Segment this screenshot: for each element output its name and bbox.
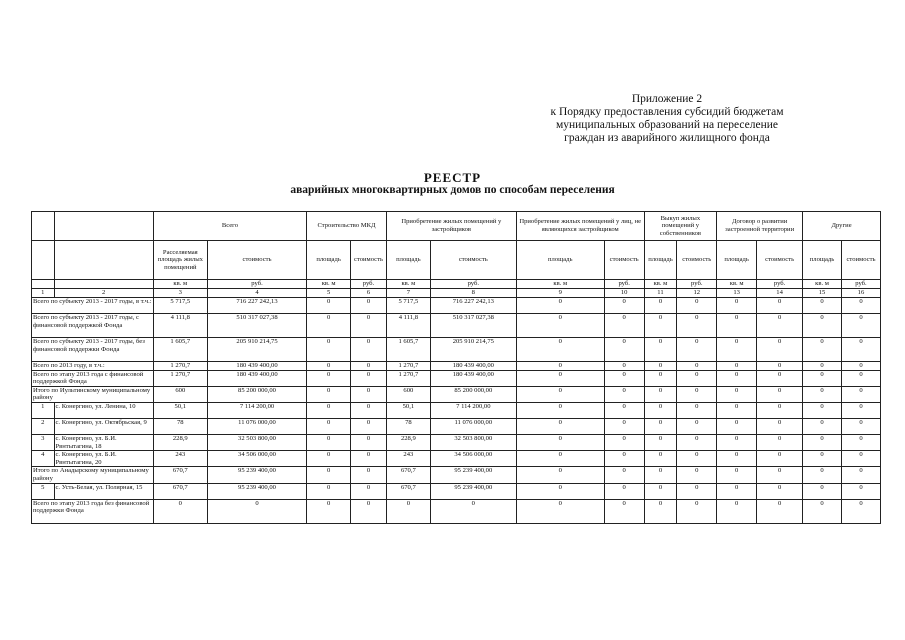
table-cell: 0 [516,314,604,338]
table-cell: 0 [841,386,880,402]
column-number: 13 [717,289,757,298]
table-cell: 1 270,7 [386,370,430,386]
table-cell: 0 [803,402,842,418]
table-cell: 0 [717,434,757,450]
header-area: площадь [516,241,604,280]
table-cell: 0 [644,362,677,371]
header-group-contract: Договор о развитии застроенной территории [717,212,803,241]
table-cell: 228,9 [153,434,207,450]
table-cell: 5 717,5 [153,298,207,314]
table-row [32,451,881,467]
table-cell: 0 [841,499,880,523]
table-cell: 510 317 027,38 [430,314,516,338]
table-cell: 0 [841,402,880,418]
table-cell: 85 200 000,00 [207,386,306,402]
row-number: 4 [32,451,55,467]
appendix-line: граждан из аварийного жилищного фонда [564,132,770,144]
column-number: 10 [604,289,644,298]
unit-sqm: кв. м [516,280,604,289]
row-address: с. Конергино, ул. Октябрьская, 9 [54,418,153,434]
table-cell: 95 239 400,00 [430,483,516,499]
table-cell: 0 [644,314,677,338]
column-number: 6 [351,289,387,298]
table-cell: 32 503 800,00 [430,434,516,450]
table-cell: 0 [604,314,644,338]
unit-rub: руб. [604,280,644,289]
table-cell: 0 [516,451,604,467]
column-number: 3 [153,289,207,298]
header-group-total: Всего [153,212,306,241]
header-group-non-developers: Приобретение жилых помещений у лиц, не являющихся застройщиком [516,212,644,241]
table-cell: 5 717,5 [386,298,430,314]
table-cell: 4 111,8 [153,314,207,338]
table-row [32,298,881,314]
table-cell: 0 [351,467,387,483]
document-title: РЕЕСТР [423,170,482,185]
table-cell: 0 [841,370,880,386]
table-cell: 0 [757,499,803,523]
unit-rub: руб. [351,280,387,289]
row-name: Всего по субъекту 2013 - 2017 годы, с финансовой поддержкой Фонда [32,314,154,338]
table-cell: 0 [717,483,757,499]
table-cell: 0 [604,386,644,402]
table-cell: 0 [803,298,842,314]
table-cell: 0 [803,370,842,386]
table-cell: 0 [516,298,604,314]
table-cell: 0 [351,499,387,523]
table-cell: 11 076 000,00 [207,418,306,434]
table-cell: 0 [516,338,604,362]
table-cell: 0 [307,467,351,483]
table-cell: 0 [644,402,677,418]
table-cell: 0 [677,418,717,434]
table-cell: 50,1 [153,402,207,418]
row-address: с. Конергино, ул. Б.И. Рвнтытагина, 18 [54,434,153,450]
header-group-buyout: Выкуп жилых помещений у собственников [644,212,717,241]
table-cell: 11 076 000,00 [430,418,516,434]
table-cell: 0 [757,418,803,434]
row-name: Всего по субъекту 2013 - 2017 годы, без финансовой поддержки Фонда [32,338,154,362]
table-cell: 0 [307,338,351,362]
table-cell: 0 [644,338,677,362]
column-number: 5 [307,289,351,298]
header-blank-cell [32,280,55,289]
table-row [32,418,881,434]
table-cell: 0 [516,402,604,418]
header-blank-cell [54,212,153,241]
table-cell: 0 [717,467,757,483]
table-cell: 0 [803,362,842,371]
header-area: площадь [717,241,757,280]
column-number: 16 [841,289,880,298]
table-cell: 0 [516,362,604,371]
table-cell: 600 [153,386,207,402]
table-cell: 0 [717,451,757,467]
table-cell: 0 [351,434,387,450]
table-cell: 0 [307,298,351,314]
table-cell: 7 114 200,00 [207,402,306,418]
table-cell: 0 [677,467,717,483]
table-cell: 95 239 400,00 [207,483,306,499]
header-area: площадь [386,241,430,280]
table-cell: 0 [307,370,351,386]
table-cell: 0 [604,483,644,499]
column-number: 15 [803,289,842,298]
table-cell: 0 [841,298,880,314]
table-cell: 0 [386,499,430,523]
column-number: 4 [207,289,306,298]
table-cell: 0 [717,418,757,434]
table-cell: 0 [841,483,880,499]
table-cell: 0 [677,298,717,314]
table-cell: 0 [717,298,757,314]
unit-rub: руб. [207,280,306,289]
table-cell: 0 [841,338,880,362]
header-cost: стоимость [604,241,644,280]
table-cell: 0 [757,314,803,338]
table-cell: 180 439 400,00 [430,370,516,386]
table-cell: 0 [841,418,880,434]
unit-rub: руб. [841,280,880,289]
table-cell: 0 [644,370,677,386]
table-cell: 0 [803,467,842,483]
table-cell: 0 [757,451,803,467]
header-blank-cell [54,241,153,280]
table-cell: 78 [153,418,207,434]
table-row [32,370,881,386]
table-cell: 0 [207,499,306,523]
table-cell: 0 [841,362,880,371]
table-cell: 0 [757,386,803,402]
column-number: 11 [644,289,677,298]
header-group-construction: Строительство МКД [307,212,387,241]
table-cell: 0 [757,338,803,362]
column-number: 8 [430,289,516,298]
table-cell: 0 [757,483,803,499]
table-cell: 1 270,7 [153,370,207,386]
table-cell: 510 317 027,38 [207,314,306,338]
table-cell: 0 [516,418,604,434]
header-group-other: Другие [803,212,881,241]
table-cell: 0 [604,402,644,418]
table-cell: 0 [717,499,757,523]
column-number: 12 [677,289,717,298]
table-cell: 0 [677,434,717,450]
table-cell: 0 [430,499,516,523]
table-cell: 0 [841,314,880,338]
appendix-line: Приложение 2 [631,93,703,105]
table-cell: 180 439 400,00 [430,362,516,371]
table-cell: 0 [307,434,351,450]
table-cell: 50,1 [386,402,430,418]
table-cell: 0 [516,483,604,499]
unit-sqm: кв. м [803,280,842,289]
table-cell: 205 910 214,75 [430,338,516,362]
table-cell: 0 [516,370,604,386]
header-cost: стоимость [841,241,880,280]
table-cell: 95 239 400,00 [430,467,516,483]
header-resettled-area: Расселяемая площадь жилых помещений [153,241,207,280]
table-cell: 0 [717,370,757,386]
table-row [32,499,881,523]
table-cell: 0 [516,434,604,450]
column-number: 14 [757,289,803,298]
table-cell: 0 [677,499,717,523]
table-cell: 1 270,7 [386,362,430,371]
table-row [32,483,881,499]
table-cell: 716 227 242,13 [207,298,306,314]
table-cell: 0 [717,314,757,338]
table-cell: 0 [604,418,644,434]
table-cell: 205 910 214,75 [207,338,306,362]
table-cell: 670,7 [386,483,430,499]
table-cell: 0 [351,483,387,499]
table-cell: 0 [803,434,842,450]
table-cell: 1 270,7 [153,362,207,371]
table-cell: 34 506 000,00 [430,451,516,467]
row-name: Всего по 2013 году, в т.ч.: [32,362,154,371]
row-name: Итого по Иультинскому муниципальному району [32,386,154,402]
table-cell: 0 [803,386,842,402]
table-cell: 0 [351,338,387,362]
table-cell: 0 [717,338,757,362]
table-cell: 0 [717,386,757,402]
table-cell: 0 [307,362,351,371]
row-address: с. Конергино, ул. Б.И. Рвнтытагина, 20 [54,451,153,467]
header-group-developers: Приобретение жилых помещений у застройщиков [386,212,516,241]
table-cell: 0 [351,314,387,338]
unit-sqm: кв. м [307,280,351,289]
table-cell: 0 [351,451,387,467]
table-row [32,402,881,418]
table-cell: 0 [516,499,604,523]
table-cell: 78 [386,418,430,434]
table-cell: 0 [677,386,717,402]
unit-rub: руб. [430,280,516,289]
header-cost: стоимость [757,241,803,280]
unit-sqm: кв. м [386,280,430,289]
header-blank-cell [54,280,153,289]
appendix-block [507,93,827,145]
table-cell: 0 [307,483,351,499]
table-cell: 0 [604,362,644,371]
header-cost: стоимость [677,241,717,280]
header-blank-cell [32,212,55,241]
table-cell: 0 [351,370,387,386]
table-cell: 0 [677,370,717,386]
table-cell: 0 [604,467,644,483]
table-cell: 0 [677,338,717,362]
table-cell: 0 [604,499,644,523]
table-cell: 0 [604,370,644,386]
table-cell: 0 [757,402,803,418]
row-name: Всего по субъекту 2013 - 2017 годы, в т.ч.: [32,298,154,314]
table-cell: 600 [386,386,430,402]
table-cell: 0 [307,451,351,467]
column-number: 1 [32,289,55,298]
table-cell: 0 [644,499,677,523]
table-cell: 180 439 400,00 [207,370,306,386]
table-cell: 0 [677,314,717,338]
table-row [32,362,881,371]
table-cell: 0 [351,362,387,371]
table-cell: 0 [307,386,351,402]
table-cell: 7 114 200,00 [430,402,516,418]
table-cell: 32 503 800,00 [207,434,306,450]
row-address: с. Усть-Белая, ул. Полярная, 15 [54,483,153,499]
table-cell: 180 439 400,00 [207,362,306,371]
table-cell: 0 [757,467,803,483]
table-cell: 0 [803,314,842,338]
table-cell: 0 [307,418,351,434]
row-number: 5 [32,483,55,499]
table-cell: 0 [516,467,604,483]
table-row [32,386,881,402]
table-cell: 0 [803,451,842,467]
table-cell: 0 [677,402,717,418]
table-cell: 0 [803,483,842,499]
row-number: 3 [32,434,55,450]
table-cell: 0 [644,434,677,450]
table-cell: 1 605,7 [153,338,207,362]
table-cell: 0 [757,362,803,371]
header-area: площадь [803,241,842,280]
table-cell: 0 [307,499,351,523]
table-cell: 0 [841,451,880,467]
table-cell: 716 227 242,13 [430,298,516,314]
table-cell: 0 [153,499,207,523]
table-cell: 228,9 [386,434,430,450]
table-cell: 0 [644,298,677,314]
row-address: с. Конергино, ул. Ленина, 10 [54,402,153,418]
table-cell: 0 [717,402,757,418]
table-cell: 0 [307,402,351,418]
row-number: 2 [32,418,55,434]
table-cell: 0 [803,499,842,523]
table-row [32,467,881,483]
table-cell: 4 111,8 [386,314,430,338]
table-cell: 0 [717,362,757,371]
table-cell: 0 [757,434,803,450]
table-cell: 243 [386,451,430,467]
unit-rub: руб. [757,280,803,289]
table-cell: 0 [351,386,387,402]
table-cell: 0 [757,298,803,314]
table-cell: 0 [841,434,880,450]
appendix-line: к Порядку предоставления субсидий бюджетам [550,106,784,118]
table-cell: 0 [803,418,842,434]
header-blank-cell [32,241,55,280]
unit-sqm: кв. м [717,280,757,289]
table-cell: 670,7 [153,483,207,499]
table-cell: 0 [604,451,644,467]
row-name: Всего по этапу 2013 года без финансовой поддержки Фонда [32,499,154,523]
unit-rub: руб. [677,280,717,289]
registry-table [31,211,881,524]
table-cell: 0 [803,338,842,362]
table-cell: 670,7 [153,467,207,483]
table-row [32,338,881,362]
table-cell: 0 [604,338,644,362]
table-cell: 0 [351,418,387,434]
unit-sqm: кв. м [644,280,677,289]
table-cell: 0 [841,467,880,483]
table-cell: 0 [644,483,677,499]
table-cell: 0 [644,418,677,434]
header-cost: стоимость [430,241,516,280]
column-number: 7 [386,289,430,298]
table-cell: 34 506 000,00 [207,451,306,467]
table-cell: 0 [351,402,387,418]
table-cell: 0 [644,451,677,467]
table-cell: 670,7 [386,467,430,483]
table-cell: 0 [677,483,717,499]
table-cell: 0 [757,370,803,386]
appendix-line: муниципальных образований на переселение [555,119,779,131]
header-cost: стоимость [351,241,387,280]
table-cell: 0 [677,451,717,467]
table-cell: 0 [351,298,387,314]
header-area: площадь [644,241,677,280]
table-cell: 243 [153,451,207,467]
table-cell: 0 [604,298,644,314]
row-name: Всего по этапу 2013 года с финансовой поддержкой Фонда [32,370,154,386]
table-cell: 0 [677,362,717,371]
table-cell: 0 [307,314,351,338]
header-cost: стоимость [207,241,306,280]
table-row [32,314,881,338]
document-subtitle: аварийных многоквартирных домов по способам переселения [290,184,615,196]
unit-sqm: кв. м [153,280,207,289]
table-cell: 1 605,7 [386,338,430,362]
row-name: Итого по Анадырскому муниципальному району [32,467,154,483]
table-cell: 0 [604,434,644,450]
table-cell: 0 [644,467,677,483]
table-cell: 85 200 000,00 [430,386,516,402]
table-cell: 0 [516,386,604,402]
header-area: площадь [307,241,351,280]
table-cell: 95 239 400,00 [207,467,306,483]
table-row [32,434,881,450]
column-number: 9 [516,289,604,298]
column-number: 2 [54,289,153,298]
row-number: 1 [32,402,55,418]
table-cell: 0 [644,386,677,402]
